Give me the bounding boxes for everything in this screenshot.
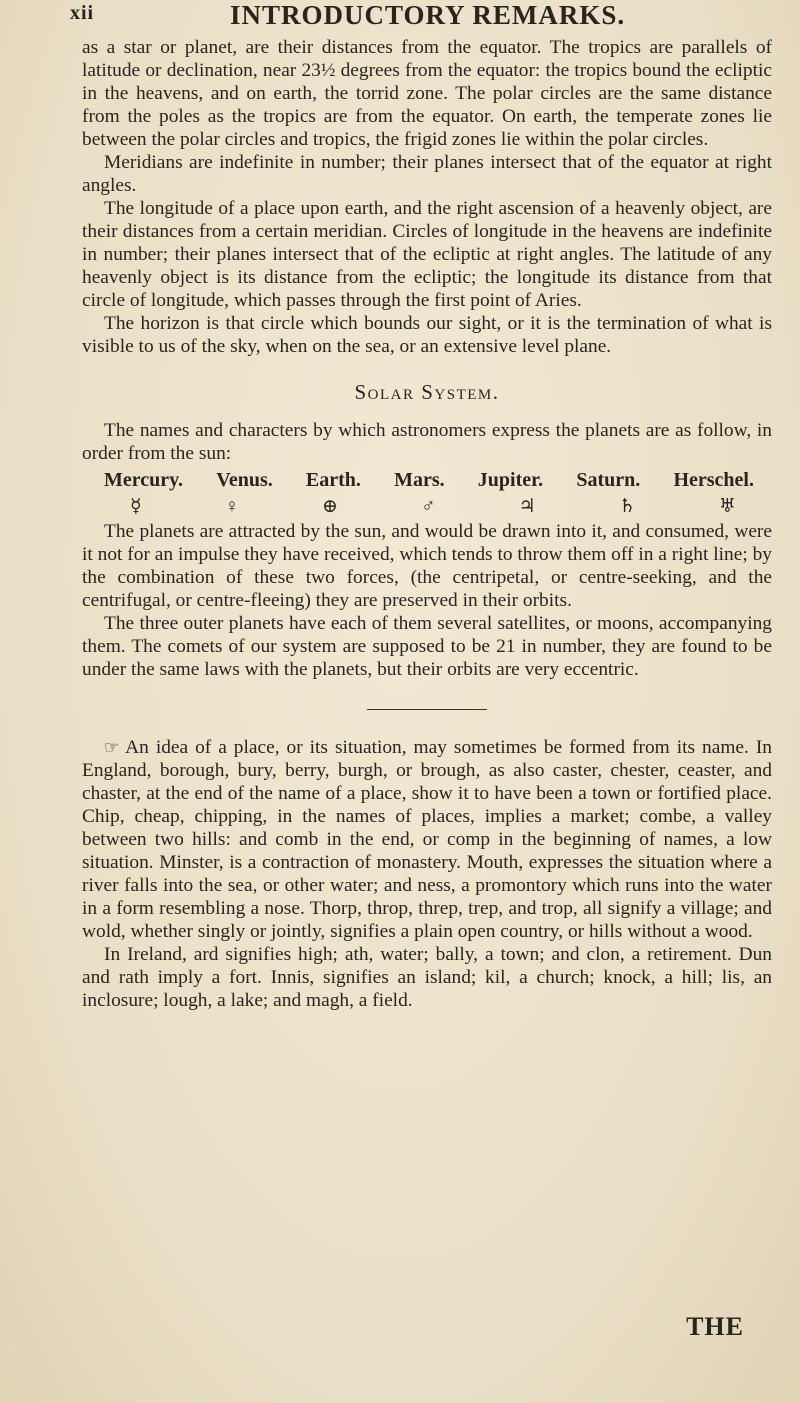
planet-names-row <box>82 469 772 492</box>
paragraph-meridians: Meridians are indefinite in number; their planes intersect that of the equator at right angles. <box>82 152 772 196</box>
section-divider <box>367 709 487 710</box>
section-heading: Solar System. <box>354 380 500 404</box>
paragraph-horizon: The horizon is that circle which bounds our sight, or it is the termination of what is visible to us of the sky, when on the sea, or an extensive level plane. <box>82 313 772 357</box>
page-body <box>82 36 772 1012</box>
planet-name: Venus. <box>216 469 273 491</box>
paragraph-planet-forces: The planets are attracted by the sun, and would be drawn into it, and consumed, were it not for an impulse they have received, which tends to throw them off in a right line; by the combination of these two forces, (the centripetal, or centre-seeking, and the centrifugal, or centre-fleeing) they are preserved in their orbits. <box>82 521 772 611</box>
jupiter-symbol-icon: ♃ <box>518 496 536 517</box>
mercury-symbol-icon: ☿ <box>130 496 142 517</box>
paragraph-longitude: The longitude of a place upon earth, and the right ascension of a heavenly object, are their distances from a certain meridian. Circles of longitude in the heavens are indefinite in number; their planes intersect that of the ecliptic at right angles. The latitude of any heavenly object is its distance from the ecliptic; the longitude its distance from that circle of longitude, which passes through the first point of Aries. <box>82 198 772 311</box>
paragraph-place-names <box>82 736 772 943</box>
venus-symbol-icon: ♀ <box>224 496 240 517</box>
paragraph-ireland: In Ireland, ard signifies high; ath, water; bally, a town; and clon, a retirement. Dun and rath imply a fort. Innis, signifies an island; kil, a church; knock, a hill; lis, an inclosure; lough, a lake; and magh, a field. <box>82 944 772 1011</box>
planet-name: Mercury. <box>104 469 184 491</box>
herschel-symbol-icon: ♅ <box>718 496 736 517</box>
catchword: THE <box>686 1312 744 1341</box>
planet-name: Earth. <box>305 469 361 491</box>
paragraph-satellites: The three outer planets have each of them several satellites, or moons, accompanying them. The comets of our system are supposed to be 21 in number, they are found to be under the same laws with the planets, but their orbits are very eccentric. <box>82 613 772 680</box>
paragraph-planet-intro: The names and characters by which astronomers express the planets are as follow, in order from the sun: <box>82 420 772 464</box>
paragraph-circles: as a star or planet, are their distances from the equator. The tropics are parallels of latitude or declination, near 23½ degrees from the equator: the tropics bound the ecliptic in the heavens, and on earth, the torrid zone. The polar circles are the same distance from the poles as the tropics are from the equator. On earth, the temperate zones lie between the polar circles and tropics, the frigid zones lie within the polar circles. <box>82 37 772 150</box>
planet-name: Saturn. <box>576 469 641 491</box>
page-number: xii <box>70 2 95 24</box>
planet-name: Mars. <box>394 469 445 491</box>
earth-symbol-icon: ⊕ <box>322 496 339 517</box>
planet-name: Jupiter. <box>477 469 544 491</box>
running-title: INTRODUCTORY REMARKS. <box>230 0 626 30</box>
planet-name: Herschel. <box>673 469 754 491</box>
saturn-symbol-icon: ♄ <box>618 496 636 517</box>
mars-symbol-icon: ♂ <box>421 496 436 517</box>
pointing-hand-icon: ☞ <box>104 738 120 757</box>
planet-symbols-row <box>82 496 772 518</box>
running-header <box>70 0 730 30</box>
place-names-text: An idea of a place, or its situation, may sometimes be formed from its name. In England, borough, bury, berry, burgh, or brough, as also caster, chester, ceaster, and chaster, at the end of the name of a place, show it to have been a town or fortified place. Chip, cheap, chipping, in the names of places, implies a market; combe, a valley between two hills: and comb in the end, or comp in the beginning of names, a low situation. Minster, is a contraction of monastery. Mouth, expresses the situation where a river falls into the sea, or other water; and ness, a promontory which runs into the water in a form resembling a nose. Thorp, throp, threp, trep, and trop, all signify a village; and wold, whether singly or jointly, signifies a plain open country, or hills without a wood. <box>82 737 772 942</box>
